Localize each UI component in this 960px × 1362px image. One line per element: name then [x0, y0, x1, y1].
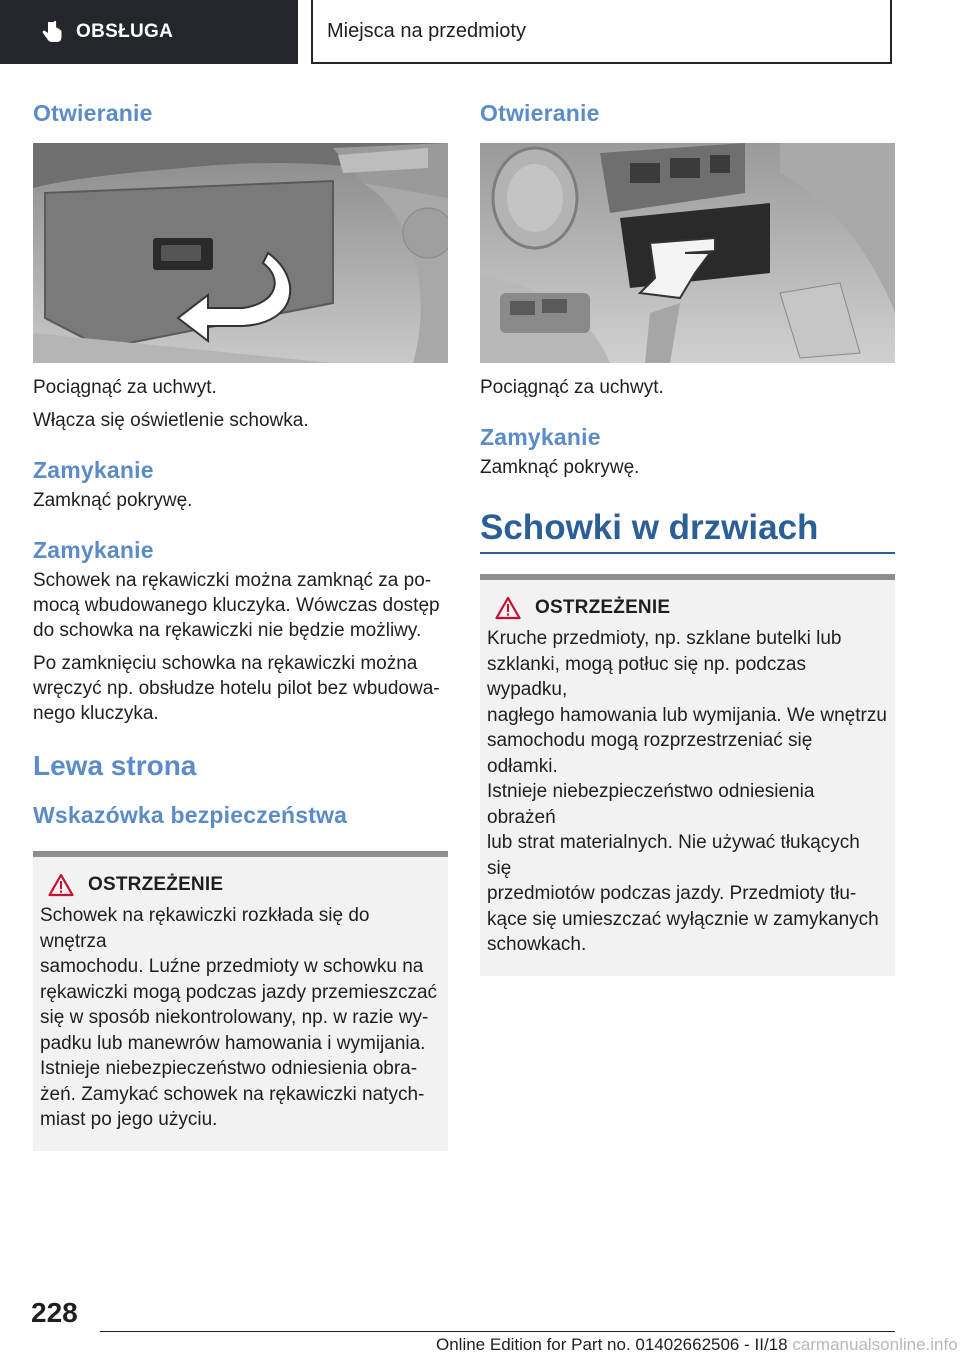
watermark: carmanualsonline.info [792, 1335, 958, 1354]
edition-text: Online Edition for Part no. 01402662506 - II/18 [436, 1335, 788, 1354]
heading-close-1: Zamykanie [33, 457, 154, 483]
warning-box-left [33, 851, 448, 1151]
open-text-right: Pociągnąć za uchwyt. [480, 377, 664, 398]
heading-close-right: Zamykanie [480, 424, 601, 450]
footer-divider [100, 1331, 895, 1332]
right-column [480, 100, 895, 976]
heading-left-side: Lewa strona [33, 750, 197, 781]
heading-open-left: Otwieranie [33, 100, 153, 126]
warning-triangle-icon [48, 873, 74, 897]
section-tab [0, 0, 298, 64]
warning-box-right [480, 574, 895, 976]
chapter-header [311, 0, 892, 64]
heading-open-right: Otwieranie [480, 100, 600, 126]
footer [436, 1335, 958, 1355]
left-side-compartment-photo [480, 143, 895, 363]
left-column [33, 100, 448, 1151]
hand-pointer-icon [40, 19, 64, 45]
page-number: 228 [31, 1297, 78, 1328]
lock-text-1: Schowek na rękawiczki można zamknąć za po- mocą wbudowanego kluczyka. Wówczas dostęp do schowka na rękawiczki nie będzie możliwy. [33, 570, 440, 641]
section-title: OBSŁUGA [76, 21, 174, 42]
close-text-right: Zamknąć pokrywę. [480, 457, 640, 478]
warning-text: Schowek na rękawiczki rozkłada się do wnętrza samochodu. Luźne przedmioty w schowku na rękawiczki mogą podczas jazdy przemieszczać się w sposób niekontrolowany, np. w razie wy- padku lub manewrów hamowania i wymijania. Istnieje niebezpieczeństwo odniesienia obra- żeń. Zamykać schowek na rękawiczki natych- miast po jego użyciu. [40, 905, 438, 1130]
open-text-1: Pociągnąć za uchwyt. [33, 377, 217, 398]
warning-text: Kruche przedmioty, np. szklane butelki lub szklanki, mogą potłuc się np. podczas wypadku, nagłego hamowania lub wymijania. We wnętrzu samochodu mogą rozprzestrzeniać się odłamki. Istnieje niebezpieczeństwo odniesienia obrażeń lub strat materialnych. Nie używać tłukących się przedmiotów podczas jazdy. Przedmioty tłu- kące się umieszczać wyłącznie w zamykanych schowkach. [487, 628, 887, 955]
heading-safety: Wskazówka bezpieczeństwa [33, 802, 348, 828]
chapter-title: Miejsca na przedmioty [327, 19, 526, 42]
heading-close-2: Zamykanie [33, 537, 154, 563]
warning-title: OSTRZEŻENIE [535, 597, 671, 618]
lock-text-2: Po zamknięciu schowka na rękawiczki można wręczyć np. obsłudze hotelu pilot bez wbudowa- nego kluczyka. [33, 653, 440, 724]
warning-triangle-icon [495, 596, 521, 620]
heading-door-compartments: Schowki w drzwiach [480, 508, 895, 554]
open-text-2: Włącza się oświetlenie schowka. [33, 410, 309, 431]
glovebox-photo [33, 143, 448, 363]
close-text-1: Zamknąć pokrywę. [33, 490, 193, 511]
warning-title: OSTRZEŻENIE [88, 874, 224, 895]
